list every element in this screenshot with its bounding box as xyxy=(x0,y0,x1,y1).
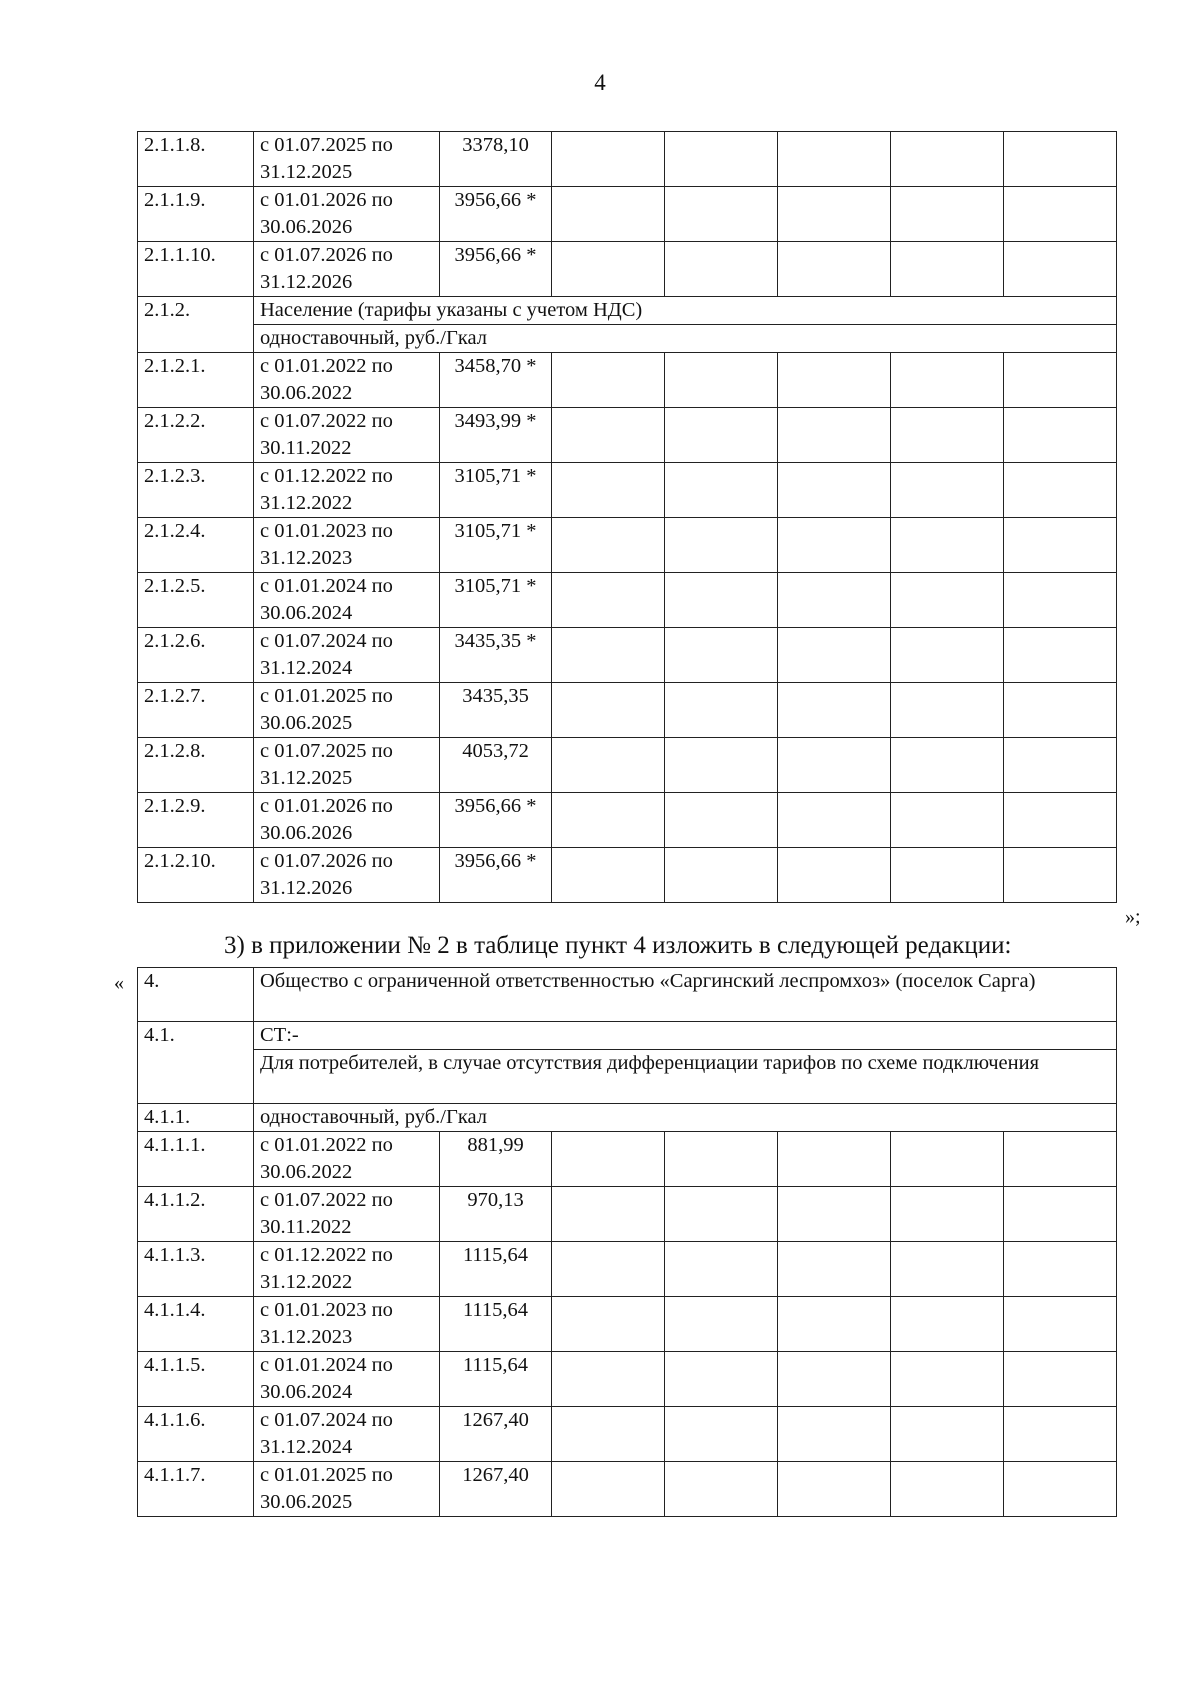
empty-cell xyxy=(552,848,665,903)
tariff-value: 1115,64 xyxy=(440,1297,552,1352)
empty-cell xyxy=(778,1462,891,1517)
period-cell: с 01.01.2022 по 30.06.2022 xyxy=(254,353,440,408)
organization-name: Общество с ограниченной ответственностью «Саргинский леспромхоз» (поселок Сарга) xyxy=(254,968,1117,1022)
row-number: 2.1.2.1. xyxy=(138,353,254,408)
empty-cell xyxy=(552,132,665,187)
period-cell: с 01.07.2025 по 31.12.2025 xyxy=(254,132,440,187)
empty-cell xyxy=(665,1297,778,1352)
empty-cell xyxy=(778,1297,891,1352)
table-row xyxy=(138,132,1117,187)
empty-cell xyxy=(891,1187,1004,1242)
empty-cell xyxy=(778,628,891,683)
period-cell: с 01.07.2022 по 30.11.2022 xyxy=(254,408,440,463)
empty-cell xyxy=(665,683,778,738)
empty-cell xyxy=(778,518,891,573)
empty-cell xyxy=(665,628,778,683)
consumer-category: Для потребителей, в случае отсутствия дифференциации тарифов по схеме подключения xyxy=(254,1050,1117,1104)
tariff-value: 3956,66 * xyxy=(440,187,552,242)
table-row xyxy=(138,1242,1117,1297)
empty-cell xyxy=(1004,1407,1117,1462)
empty-cell xyxy=(1004,1297,1117,1352)
empty-cell xyxy=(1004,628,1117,683)
row-number: 2.1.2.8. xyxy=(138,738,254,793)
tariff-value: 3493,99 * xyxy=(440,408,552,463)
table-row xyxy=(138,518,1117,573)
empty-cell xyxy=(1004,518,1117,573)
table-row xyxy=(138,1407,1117,1462)
row-number: 4.1.1.2. xyxy=(138,1187,254,1242)
empty-cell xyxy=(1004,1462,1117,1517)
row-number: 4.1.1.1. xyxy=(138,1132,254,1187)
table-row xyxy=(138,242,1117,297)
tariff-value: 881,99 xyxy=(440,1132,552,1187)
table-row xyxy=(138,408,1117,463)
tariff-value: 1115,64 xyxy=(440,1242,552,1297)
row-number: 4.1.1. xyxy=(138,1104,254,1132)
empty-cell xyxy=(665,132,778,187)
empty-cell xyxy=(665,1187,778,1242)
empty-cell xyxy=(1004,187,1117,242)
period-cell: с 01.07.2022 по 30.11.2022 xyxy=(254,1187,440,1242)
empty-cell xyxy=(891,1462,1004,1517)
tariff-table-sarga xyxy=(137,967,1117,1517)
empty-cell xyxy=(552,1297,665,1352)
period-cell: с 01.07.2026 по 31.12.2026 xyxy=(254,848,440,903)
empty-cell xyxy=(665,1462,778,1517)
empty-cell xyxy=(778,1407,891,1462)
row-number: 2.1.1.8. xyxy=(138,132,254,187)
table-row xyxy=(138,968,1117,1022)
empty-cell xyxy=(1004,738,1117,793)
empty-cell xyxy=(891,187,1004,242)
empty-cell xyxy=(891,738,1004,793)
section-subtitle: одноставочный, руб./Гкал xyxy=(254,325,1117,353)
tariff-value: 3458,70 * xyxy=(440,353,552,408)
table-row xyxy=(138,573,1117,628)
empty-cell xyxy=(1004,1352,1117,1407)
table-row xyxy=(138,353,1117,408)
empty-cell xyxy=(778,683,891,738)
row-number: 2.1.2.3. xyxy=(138,463,254,518)
empty-cell xyxy=(778,1352,891,1407)
empty-cell xyxy=(665,1242,778,1297)
table-row xyxy=(138,628,1117,683)
empty-cell xyxy=(552,1352,665,1407)
table-row xyxy=(138,325,1117,353)
period-cell: с 01.12.2022 по 31.12.2022 xyxy=(254,1242,440,1297)
empty-cell xyxy=(1004,848,1117,903)
row-number: 4.1.1.5. xyxy=(138,1352,254,1407)
table-row xyxy=(138,1187,1117,1242)
empty-cell xyxy=(552,1187,665,1242)
table-row xyxy=(138,1462,1117,1517)
empty-cell xyxy=(778,848,891,903)
table-row xyxy=(138,187,1117,242)
empty-cell xyxy=(1004,1242,1117,1297)
empty-cell xyxy=(891,793,1004,848)
row-number: 2.1.2.6. xyxy=(138,628,254,683)
tariff-table-population xyxy=(137,131,1117,903)
tariff-value: 3435,35 * xyxy=(440,628,552,683)
empty-cell xyxy=(665,408,778,463)
table-row xyxy=(138,1050,1117,1104)
empty-cell xyxy=(778,408,891,463)
empty-cell xyxy=(778,793,891,848)
period-cell: с 01.01.2022 по 30.06.2022 xyxy=(254,1132,440,1187)
empty-cell xyxy=(552,1462,665,1517)
period-cell: с 01.07.2024 по 31.12.2024 xyxy=(254,628,440,683)
row-number: 4.1. xyxy=(138,1022,254,1104)
table-row xyxy=(138,1022,1117,1050)
empty-cell xyxy=(778,353,891,408)
row-number: 2.1.2.7. xyxy=(138,683,254,738)
empty-cell xyxy=(552,1242,665,1297)
row-number: 2.1.2.4. xyxy=(138,518,254,573)
tariff-value: 3378,10 xyxy=(440,132,552,187)
period-cell: с 01.01.2026 по 30.06.2026 xyxy=(254,793,440,848)
row-number: 4.1.1.6. xyxy=(138,1407,254,1462)
empty-cell xyxy=(891,463,1004,518)
ct-label: СТ:- xyxy=(254,1022,1117,1050)
empty-cell xyxy=(552,408,665,463)
empty-cell xyxy=(891,1407,1004,1462)
empty-cell xyxy=(1004,463,1117,518)
table-row xyxy=(138,1352,1117,1407)
row-number: 2.1.1.10. xyxy=(138,242,254,297)
row-number: 2.1.2.10. xyxy=(138,848,254,903)
empty-cell xyxy=(778,187,891,242)
empty-cell xyxy=(778,1132,891,1187)
rate-type-label: одноставочный, руб./Гкал xyxy=(254,1104,1117,1132)
empty-cell xyxy=(778,573,891,628)
row-number: 4.1.1.4. xyxy=(138,1297,254,1352)
empty-cell xyxy=(552,793,665,848)
empty-cell xyxy=(891,353,1004,408)
row-number: 2.1.1.9. xyxy=(138,187,254,242)
empty-cell xyxy=(891,408,1004,463)
empty-cell xyxy=(552,628,665,683)
empty-cell xyxy=(552,463,665,518)
empty-cell xyxy=(1004,683,1117,738)
table-row xyxy=(138,683,1117,738)
empty-cell xyxy=(665,1407,778,1462)
empty-cell xyxy=(891,628,1004,683)
period-cell: с 01.01.2024 по 30.06.2024 xyxy=(254,1352,440,1407)
empty-cell xyxy=(665,1352,778,1407)
empty-cell xyxy=(552,683,665,738)
empty-cell xyxy=(891,518,1004,573)
period-cell: с 01.01.2026 по 30.06.2026 xyxy=(254,187,440,242)
row-number: 2.1.2.9. xyxy=(138,793,254,848)
row-number: 4. xyxy=(138,968,254,1022)
tariff-value: 970,13 xyxy=(440,1187,552,1242)
period-cell: с 01.01.2023 по 31.12.2023 xyxy=(254,1297,440,1352)
period-cell: с 01.01.2023 по 31.12.2023 xyxy=(254,518,440,573)
empty-cell xyxy=(665,242,778,297)
period-cell: с 01.07.2025 по 31.12.2025 xyxy=(254,738,440,793)
tariff-value: 3956,66 * xyxy=(440,242,552,297)
empty-cell xyxy=(778,1187,891,1242)
empty-cell xyxy=(891,848,1004,903)
tariff-value: 3435,35 xyxy=(440,683,552,738)
table-row xyxy=(138,738,1117,793)
closing-quote-mark: »; xyxy=(1125,906,1141,928)
empty-cell xyxy=(891,1242,1004,1297)
table-row xyxy=(138,463,1117,518)
empty-cell xyxy=(665,187,778,242)
empty-cell xyxy=(665,1132,778,1187)
row-number: 4.1.1.3. xyxy=(138,1242,254,1297)
empty-cell xyxy=(891,573,1004,628)
empty-cell xyxy=(552,738,665,793)
empty-cell xyxy=(1004,408,1117,463)
empty-cell xyxy=(778,132,891,187)
empty-cell xyxy=(665,848,778,903)
table-row xyxy=(138,1297,1117,1352)
table-row xyxy=(138,793,1117,848)
empty-cell xyxy=(1004,242,1117,297)
empty-cell xyxy=(891,242,1004,297)
empty-cell xyxy=(778,738,891,793)
tariff-value: 1267,40 xyxy=(440,1407,552,1462)
empty-cell xyxy=(1004,1187,1117,1242)
empty-cell xyxy=(778,463,891,518)
empty-cell xyxy=(552,573,665,628)
empty-cell xyxy=(665,353,778,408)
row-number: 2.1.2.5. xyxy=(138,573,254,628)
tariff-value: 4053,72 xyxy=(440,738,552,793)
empty-cell xyxy=(1004,353,1117,408)
empty-cell xyxy=(778,242,891,297)
tariff-value: 3105,71 * xyxy=(440,518,552,573)
table-row xyxy=(138,1132,1117,1187)
empty-cell xyxy=(552,518,665,573)
tariff-value: 3956,66 * xyxy=(440,848,552,903)
tariff-value: 1115,64 xyxy=(440,1352,552,1407)
empty-cell xyxy=(1004,793,1117,848)
period-cell: с 01.07.2024 по 31.12.2024 xyxy=(254,1407,440,1462)
empty-cell xyxy=(1004,573,1117,628)
empty-cell xyxy=(1004,1132,1117,1187)
empty-cell xyxy=(552,242,665,297)
empty-cell xyxy=(891,1132,1004,1187)
empty-cell xyxy=(552,1132,665,1187)
section-title: Население (тарифы указаны с учетом НДС) xyxy=(254,297,1117,325)
instruction-text: 3) в приложении № 2 в таблице пункт 4 изложить в следующей редакции: xyxy=(224,932,1012,959)
row-number: 2.1.2.2. xyxy=(138,408,254,463)
empty-cell xyxy=(665,573,778,628)
page-number: 4 xyxy=(594,70,606,95)
tariff-value: 3956,66 * xyxy=(440,793,552,848)
empty-cell xyxy=(552,353,665,408)
empty-cell xyxy=(665,793,778,848)
table-row xyxy=(138,1104,1117,1132)
period-cell: с 01.07.2026 по 31.12.2026 xyxy=(254,242,440,297)
table-row xyxy=(138,297,1117,325)
opening-quote-mark: « xyxy=(114,972,124,994)
row-number: 4.1.1.7. xyxy=(138,1462,254,1517)
empty-cell xyxy=(665,738,778,793)
empty-cell xyxy=(891,1297,1004,1352)
empty-cell xyxy=(552,1407,665,1462)
empty-cell xyxy=(778,1242,891,1297)
tariff-value: 3105,71 * xyxy=(440,573,552,628)
tariff-value: 3105,71 * xyxy=(440,463,552,518)
row-number: 2.1.2. xyxy=(138,297,254,353)
empty-cell xyxy=(1004,132,1117,187)
table-row xyxy=(138,848,1117,903)
empty-cell xyxy=(665,463,778,518)
empty-cell xyxy=(552,187,665,242)
period-cell: с 01.12.2022 по 31.12.2022 xyxy=(254,463,440,518)
tariff-value: 1267,40 xyxy=(440,1462,552,1517)
empty-cell xyxy=(665,518,778,573)
empty-cell xyxy=(891,1352,1004,1407)
empty-cell xyxy=(891,683,1004,738)
period-cell: с 01.01.2024 по 30.06.2024 xyxy=(254,573,440,628)
period-cell: с 01.01.2025 по 30.06.2025 xyxy=(254,1462,440,1517)
period-cell: с 01.01.2025 по 30.06.2025 xyxy=(254,683,440,738)
empty-cell xyxy=(891,132,1004,187)
